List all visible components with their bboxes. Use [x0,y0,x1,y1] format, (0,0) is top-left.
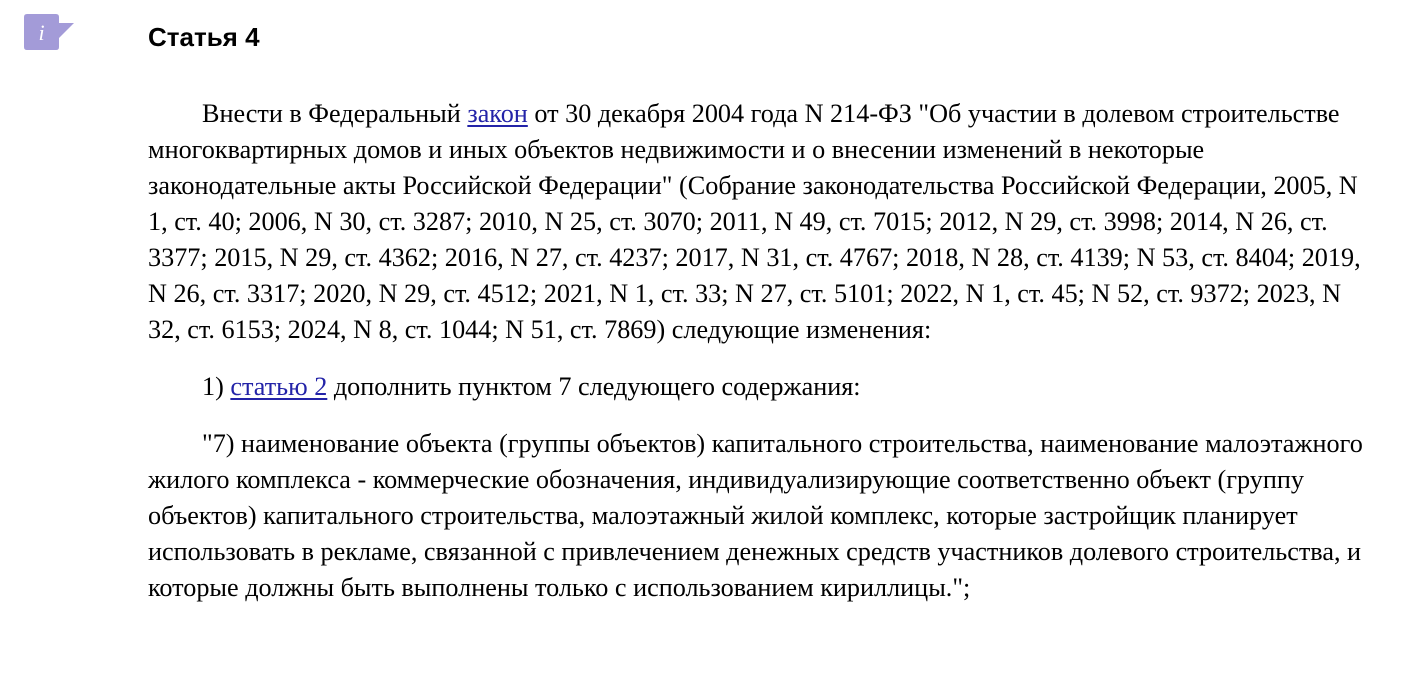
intro-text-before-link: Внести в Федеральный [202,99,468,128]
info-bubble-shape [24,14,74,50]
intro-text-after-link: от 30 декабря 2004 года N 214-ФЗ "Об участии в долевом строительстве многоквартирных домов и иных объектов недвижимости и о внесении изменений в некоторые законодательные акты Российской Федерации" (Собрание законодательства Российской Федерации, 2005, N 1, ст. 40; 2006, N 30, ст. 3287; 2010, N 25, ст. 3070; 2011, N 49, ст. 7015; 2012, N 29, ст. 3998; 2014, N 26, ст. 3377; 2015, N 29, ст. 4362; 2016, N 27, ст. 4237; 2017, N 31, ст. 4767; 2018, N 28, ст. 4139; N 53, ст. 8404; 2019, N 26, ст. 3317; 2020, N 29, ст. 4512; 2021, N 1, ст. 33; N 27, ст. 5101; 2022, N 1, ст. 45; N 52, ст. 9372; 2023, N 32, ст. 6153; 2024, N 8, ст. 1044; N 51, ст. 7869) следующие изменения: [148,99,1361,344]
article-2-link[interactable]: статью 2 [230,372,328,401]
law-link[interactable]: закон [467,99,528,128]
article-title: Статья 4 [148,22,260,52]
article-body [148,96,1380,606]
info-icon[interactable] [24,14,74,50]
svg-text:i: i [38,20,45,45]
item-number: 1) [202,372,231,401]
amendment-item-1 [148,369,1380,405]
intro-paragraph [148,96,1380,348]
quoted-point-7: "7) наименование объекта (группы объектов) капитального строительства, наименование малоэтажного жилого комплекса - коммерческие обозначения, индивидуализирующие соответственно объект (группу объектов) капитального строительства, малоэтажный жилой комплекс, которые застройщик планирует использовать в рекламе, связанной с привлечением денежных средств участников долевого строительства, и которые должны быть выполнены только с использованием кириллицы."; [148,429,1363,602]
item-text-after-link: дополнить пунктом 7 следующего содержания: [327,372,861,401]
